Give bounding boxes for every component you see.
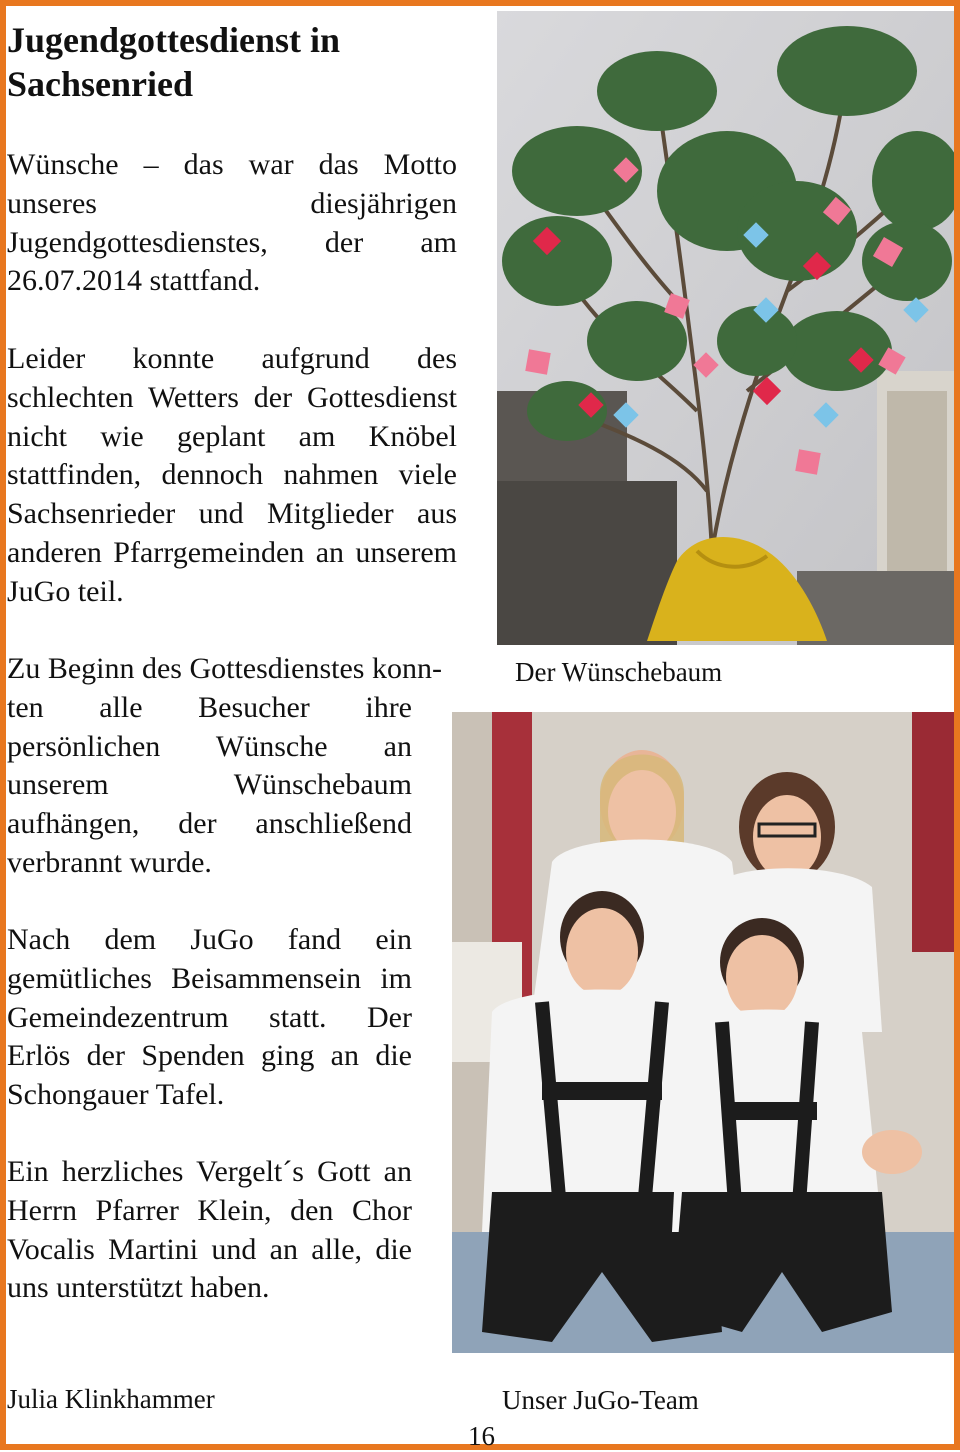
paragraph-wishes [7, 650, 442, 883]
paragraph-weather: Leider konnte aufgrund des schlechten Wetters der Gottesdienst nicht wie geplant am Knöbel stattfinden, dennoch nahmen viele Sachsenrieder und Mitglieder aus anderen Pfarrgemeinden an unserem JuGo teil. [7, 342, 457, 608]
photo-caption-wish-tree: Der Wünschebaum [515, 657, 723, 687]
paragraph-wishes-first-line: Zu Beginn des Gottesdienstes konn- [7, 652, 442, 685]
team-photo [452, 712, 954, 1353]
author-name: Julia Klinkhammer [7, 1384, 215, 1414]
article-title: Jugendgottesdienst in Sachsenried [7, 20, 341, 104]
paragraph-gathering: Nach dem JuGo fand ein gemütliches Beisammensein im Gemeindezentrum statt. Der Erlös der Spenden ging an die Schongauer Tafel. [7, 923, 412, 1112]
page-number: 16 [468, 1421, 495, 1451]
paragraph-thanks: Ein herzliches Vergelt´s Gott an Herrn Pfarrer Klein, den Chor Vocalis Martini und an alle, die uns unterstützt haben. [7, 1155, 412, 1305]
photo-caption-team: Unser JuGo-Team [502, 1385, 699, 1415]
wish-tree-photo [497, 11, 954, 645]
wish-tree-image [497, 11, 954, 645]
paragraph-wishes-rest: ten alle Besucher ihre persönlichen Wünsche an unserem Wünschebaum aufhängen, der anschließend verbrannt wurde. [7, 690, 412, 879]
paragraph-intro: Wünsche – das war das Motto unseres diesjährigen Jugendgottesdienstes, der am 26.07.2014 stattfand. [7, 148, 457, 298]
team-image [452, 712, 954, 1353]
